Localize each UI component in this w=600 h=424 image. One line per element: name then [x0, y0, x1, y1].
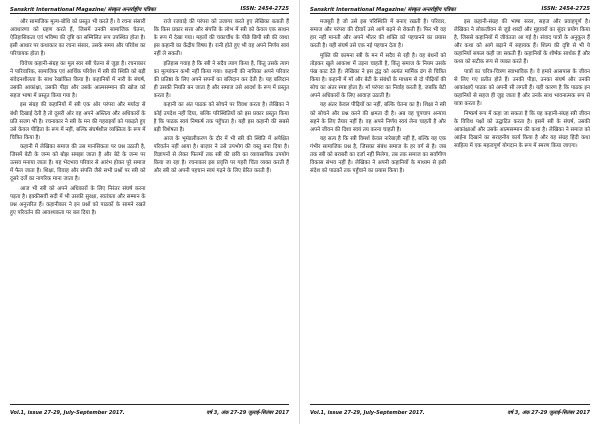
paragraph: आज के भूमंडलीकरण के दौर में भी स्त्री की स्थिति में अपेक्षित परिवर्तन नहीं आया है। बाज़ार ने उसे उपभोग की वस्तु बना दिया है। विज्ञापनों से लेकर फिल्मों तक स्त्री की छवि का व्यावसायिक उपयोग किया जा रहा है। रचनाकार इस प्रवृत्ति पर गहरी चिंता व्यक्त करती हैं और स्त्री को अपनी पहचान स्वयं गढ़ने के लिए प्रेरित करती हैं। — [153, 136, 289, 175]
paragraph: इस संग्रह की कहानियों में स्त्री एक ओर परंपरा और मर्यादा से बंधी दिखाई देती है तो दूसरी ओर वह अपने अस्तित्व और अधिकारों के प्रति सजग भी है। रचनाकार ने स्त्री के मन की गहराइयों को पकड़ते हुए उसे केवल पीड़िता के रूप में नहीं, बल्कि संघर्षशील व्यक्तित्व के रूप में चित्रित किया है। — [10, 102, 146, 141]
paragraph: मुक्ति की कामना स्त्री के मन में सदैव से रही है। वह बंधनों को तोड़कर खुले आकाश में उड़ना चाहती है, किंतु समाज के नियम उसके पंख काट देते हैं। लेखिका ने इस द्वंद्व को अत्यंत मार्मिक ढंग से चित्रित किया है। कहानी में माँ और बेटी के संबंधों के माध्यम से दो पीढ़ियों की सोच का अंतर स्पष्ट होता है। माँ परंपरा का निर्वाह करती है, जबकि बेटी अपने अधिकारों के लिए आवाज़ उठाती है। — [310, 52, 446, 99]
paragraph: मजबूरी है जो उसे इस परिस्थिति में बनाए रखती है। परिवार, समाज और परंपरा की दीवारें उसे आगे बढ़ने से रोकती हैं। फिर भी वह हार नहीं मानती और अपने भीतर की शक्ति को पहचानने का प्रयास करती है। यही संघर्ष उसे एक नई पहचान देता है। — [310, 19, 446, 50]
paragraph: कहानी में लेखिका समाज की उस मानसिकता पर प्रश्न उठाती है, जिसमें बेटी के जन्म को बोझ समझा जाता है और बेटे के जन्म पर उत्सव मनाया जाता है। यह भेदभाव परिवार से आरंभ होकर पूरे समाज में फैल जाता है। शिक्षा, विवाह और संपत्ति जैसे सभी प्रश्नों पर स्त्री को दूसरे दर्जे का नागरिक माना जाता है। — [10, 144, 146, 183]
text-column-right — [154, 18, 290, 404]
page-footer — [310, 404, 590, 416]
issue-info-hindi: वर्ष 3, अंक 27-29 जुलाई-सितंबर 2017 — [507, 410, 590, 416]
text-column-left — [310, 18, 446, 404]
text-columns — [10, 18, 289, 404]
right-page — [300, 0, 600, 424]
page-header — [10, 4, 289, 14]
journal-title: Sanskrit International Magazine/ संस्कृत अन्तर्राष्ट्रीय पत्रिका — [310, 6, 456, 13]
paragraph: इस कहानी-संग्रह की भाषा सरल, सहज और प्रवाहपूर्ण है। लेखिका ने लोकजीवन से जुड़े शब्दों और मुहावरों का सुंदर प्रयोग किया है, जिससे कहानियों में जीवंतता आ गई है। संवाद पात्रों के अनुकूल हैं और कथा को आगे बढ़ाने में सहायक हैं। शिल्प की दृष्टि से भी ये कहानियाँ सफल कही जा सकती हैं। कहानियों के शीर्षक सार्थक हैं और कथ्य को सटीक रूप से व्यक्त करते हैं। — [454, 19, 590, 66]
issue-info-hindi: वर्ष 3, अंक 27-29 जुलाई-सितंबर 2017 — [206, 410, 289, 416]
paragraph: विवेच्य कहानी-संग्रह का मूल स्वर स्त्री चेतना से जुड़ा है। रचनाकार ने पारिवारिक, सामाजिक एवं आर्थिक परिवेश में स्त्री की स्थिति को बड़ी संवेदनशीलता के साथ रेखांकित किया है। कहानियों में नारी के संघर्ष, उसकी आकांक्षा, उसकी पीड़ा और उसके आत्मसम्मान की खोज को सहज भाषा में प्रस्तुत किया गया है। — [10, 60, 146, 99]
journal-title: Sanskrit International Magazine/ संस्कृत अन्तर्राष्ट्रीय पत्रिका — [10, 6, 156, 13]
page-header — [310, 4, 590, 14]
volume-info: Vol.1, issue 27-29, July-September 2017. — [10, 410, 125, 416]
paragraph: यह सत्य है कि स्त्री विमर्श केवल नारेबाज़ी नहीं है, बल्कि यह एक गंभीर सामाजिक प्रश्न है, जिसका संबंध समाज के हर वर्ग से है। जब तक स्त्री को बराबरी का दर्जा नहीं मिलेगा, तब तक समाज का सर्वांगीण विकास संभव नहीं है। लेखिका ने अपनी कहानियों के माध्यम से इसी संदेश को पाठकों तक पहुँचाने का प्रयास किया है। — [310, 136, 446, 175]
paragraph: कहानी का अंत पाठक को सोचने पर विवश करता है। लेखिका ने कोई उपदेश नहीं दिया, बल्कि परिस्थितियों को इस प्रकार प्रस्तुत किया है कि पाठक स्वयं निष्कर्ष तक पहुँचता है। यही इस कहानी की सबसे बड़ी विशेषता है। — [153, 102, 289, 133]
paragraph: पात्रों का चरित्र-चित्रण स्वाभाविक है। वे हमारे आसपास के जीवन से लिए गए प्रतीत होते हैं। उनकी पीड़ा, उनका संघर्ष और उनकी आकांक्षाएँ पाठक को अपनी सी लगती हैं। यही कारण है कि पाठक इन कहानियों से सहज ही जुड़ जाता है और उनके साथ भावनात्मक रूप से यात्रा करता है। — [454, 68, 590, 107]
page-footer — [10, 404, 289, 416]
text-column-right — [454, 18, 590, 404]
paragraph: यह अंतर केवल पीढ़ियों का नहीं, बल्कि चेतना का है। शिक्षा ने स्त्री को सोचने और प्रश्न करने की क्षमता दी है। अब वह चुपचाप अन्याय सहने के लिए तैयार नहीं है। वह अपने निर्णय स्वयं लेना चाहती है और अपने जीवन की दिशा स्वयं तय करना चाहती है। — [310, 102, 446, 133]
paragraph: और सामाजिक मूल्य-बोधि को प्रस्तुत भी करते हैं। वे रचना संसारी अवधारणा को ग्रहण करते हैं, जिसमें उनकी सामाजिक चेतना, ऐतिहासिकता एवं भविष्य की दृष्टि का सम्मिलित रूप उपस्थित होता है। इसी आधार पर कथाकार का रचना संसार, उसके समय और परिवेश का परिचायक होता है। — [10, 19, 146, 58]
paragraph: आज भी स्त्री को अपने अधिकारों के लिए निरंतर संघर्ष करना पड़ता है। इक्कीसवीं सदी में भी उसकी सुरक्षा, स्वतंत्रता और सम्मान के प्रश्न अनुत्तरित हैं। कहानीकार ने इन प्रश्नों को पाठकों के सामने रखते हुए परिवर्तन की आवश्यकता पर बल दिया है। — [10, 185, 146, 217]
paragraph: इतिहास गवाह है कि स्त्री ने सदैव त्याग किया है, किंतु उसके त्याग का मूल्यांकन कभी नहीं किया गया। कहानी की नायिका अपने परिवार की प्रतिष्ठा के लिए अपने सपनों का बलिदान कर देती है। यह बलिदान ही उसकी नियति बन जाता है और समाज उसे आदर्श के रूप में प्रस्तुत करता है। — [153, 60, 289, 99]
text-columns — [310, 18, 590, 404]
issn-label: ISSN: 2454-2725 — [240, 5, 289, 12]
paragraph: राजे रजवाड़े की परंपरा को उजागर करते हुए लेखिका बताती हैं कि किस प्रकार सत्ता और संपत्ति के लोभ में स्त्री को केवल एक साधन के रूप में देखा गया। महलों की चकाचौंध के पीछे छिपी स्त्री की व्यथा इस कहानी का केंद्रीय विषय है। रानी होते हुए भी वह अपने निर्णय स्वयं नहीं ले सकती। — [153, 19, 289, 58]
paragraph: निष्कर्ष रूप में कहा जा सकता है कि यह कहानी-संग्रह स्त्री जीवन के विविध पक्षों को उद्घाटित करता है। इसमें स्त्री के संघर्ष, उसकी आकांक्षाओं और उसके आत्मसम्मान की कथा है। लेखिका ने समाज को आईना दिखाने का सराहनीय कार्य किया है और यह संग्रह हिंदी कथा साहित्य में एक महत्वपूर्ण योगदान के रूप में स्मरण किया जाएगा। — [454, 110, 590, 149]
volume-info: Vol.1, issue 27-29, July-September 2017. — [310, 410, 425, 416]
issn-label: ISSN: 2454-2725 — [541, 5, 590, 12]
text-column-left — [10, 18, 146, 404]
